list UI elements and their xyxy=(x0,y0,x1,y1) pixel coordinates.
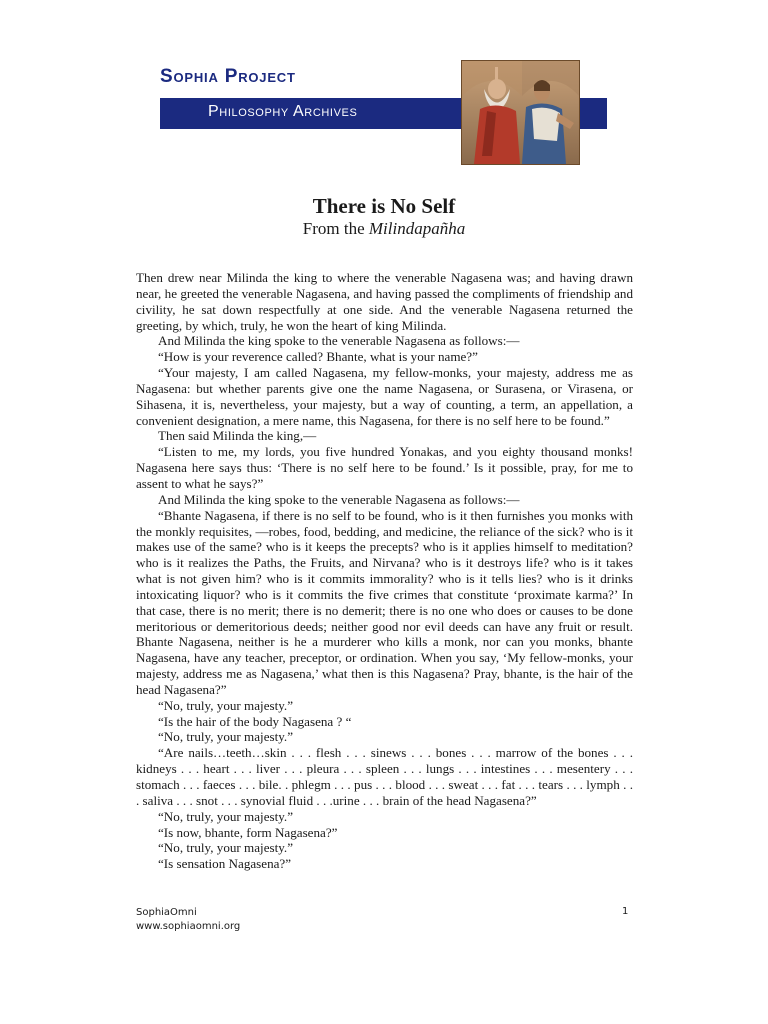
paragraph: And Milinda the king spoke to the venerable Nagasena as follows:— xyxy=(158,491,520,507)
archive-band-label: Philosophy Archives xyxy=(208,103,358,120)
brand-title: Sophia Project xyxy=(160,66,296,87)
footer-site-name: SophiaOmni xyxy=(136,907,197,918)
paragraph: “No, truly, your majesty.” xyxy=(158,729,294,745)
paragraph: Then drew near Milinda the king to where the venerable Nagasena was; and having drawn near, he greeted the venerable Nagasena, and having passed the compliments of friendship and civility, he sat down respectfully at one side. And the venerable Nagasena returned the greeting, by which, truly, he won the heart of king Milinda. xyxy=(136,270,633,333)
paragraph: “No, truly, your majesty.” xyxy=(158,808,294,824)
page-number: 1 xyxy=(622,906,629,917)
paragraph: “Bhante Nagasena, if there is no self to be found, who is it then furnishes you monks with the monkly requisites, —robes, food, bedding, and medicine, the reliance of the sick? who is it makes use of the same? who is it keeps the precepts? who is it applies himself to meditation? who is it realizes the Paths, the Fruits, and Nirvana? who is it destroys life? who is it takes what is not given him? who is it commits immorality? who is it tells lies? who is it drinks intoxicating liquor? who is it commits the five crimes that constitute ‘proximate karma?’ In that case, there is no merit; there is no demerit; there is no one who does or causes to be done meritorious or demeritorious deeds; neither good nor evil deeds can have any fruit or result. Bhante Nagasena, neither is he a murderer who kills a monk, nor can you monks, bhante Nagasena, have any teacher, preceptor, or ordination. When you say, ‘My fellow-monks, your majesty, address me as Nagasena,’ what then is this Nagasena? Pray, bhante, is the hair of the head Nagasena?” xyxy=(136,507,633,697)
subtitle-prefix: From the xyxy=(302,219,369,238)
paragraph: “Is now, bhante, form Nagasena?” xyxy=(158,824,338,840)
paragraph: “Is sensation Nagasena?” xyxy=(158,856,292,872)
document-body xyxy=(136,270,633,872)
paragraph: Then said Milinda the king,— xyxy=(158,428,317,444)
subtitle-work-title: Milindapañha xyxy=(368,219,466,238)
footer-site xyxy=(136,906,240,934)
paragraph: “Is the hair of the body Nagasena ? “ xyxy=(158,713,352,729)
philosopher-painting-image xyxy=(461,60,580,165)
footer-site-url[interactable]: www.sophiaomni.org xyxy=(136,921,241,932)
document-title: There is No Self xyxy=(312,194,456,218)
paragraph: “No, truly, your majesty.” xyxy=(158,840,294,856)
paragraph: “Are nails…teeth…skin . . . flesh . . . sinews . . . bones . . . marrow of the bones . . . kidneys . . . heart . . . liver . . . pleura . . . spleen . . . lungs . . . intestines . . . mesentery . . . stomach . . . faeces . . . bile. . phlegm . . . pus . . . blood . . . sweat . . . fat . . . tears . . . lymph . . . saliva . . . snot . . . synovial fluid . . .urine . . . brain of the head Nagasena?” xyxy=(136,745,633,808)
document-subtitle xyxy=(0,219,768,239)
paragraph: “Listen to me, my lords, you five hundred Yonakas, and you eighty thousand monks! Nagasena here says thus: ‘There is no self here to be found.’ Is it possible, pray, for me to assent to what he says?” xyxy=(136,444,633,491)
paragraph: “How is your reverence called? Bhante, what is your name?” xyxy=(158,349,478,365)
paragraph: “No, truly, your majesty.” xyxy=(158,697,294,713)
paragraph: And Milinda the king spoke to the venerable Nagasena as follows:— xyxy=(158,333,520,349)
paragraph: “Your majesty, I am called Nagasena, my fellow-monks, your majesty, address me as Nagasena: but whether parents give one the name Nagasena, or Surasena, or Virasena, or Sihasena, it is, nevertheless, your majesty, but a way of counting, a term, an appellation, a convenient designation, a mere name, this Nagasena, for there is no self here to be found.” xyxy=(136,365,633,428)
